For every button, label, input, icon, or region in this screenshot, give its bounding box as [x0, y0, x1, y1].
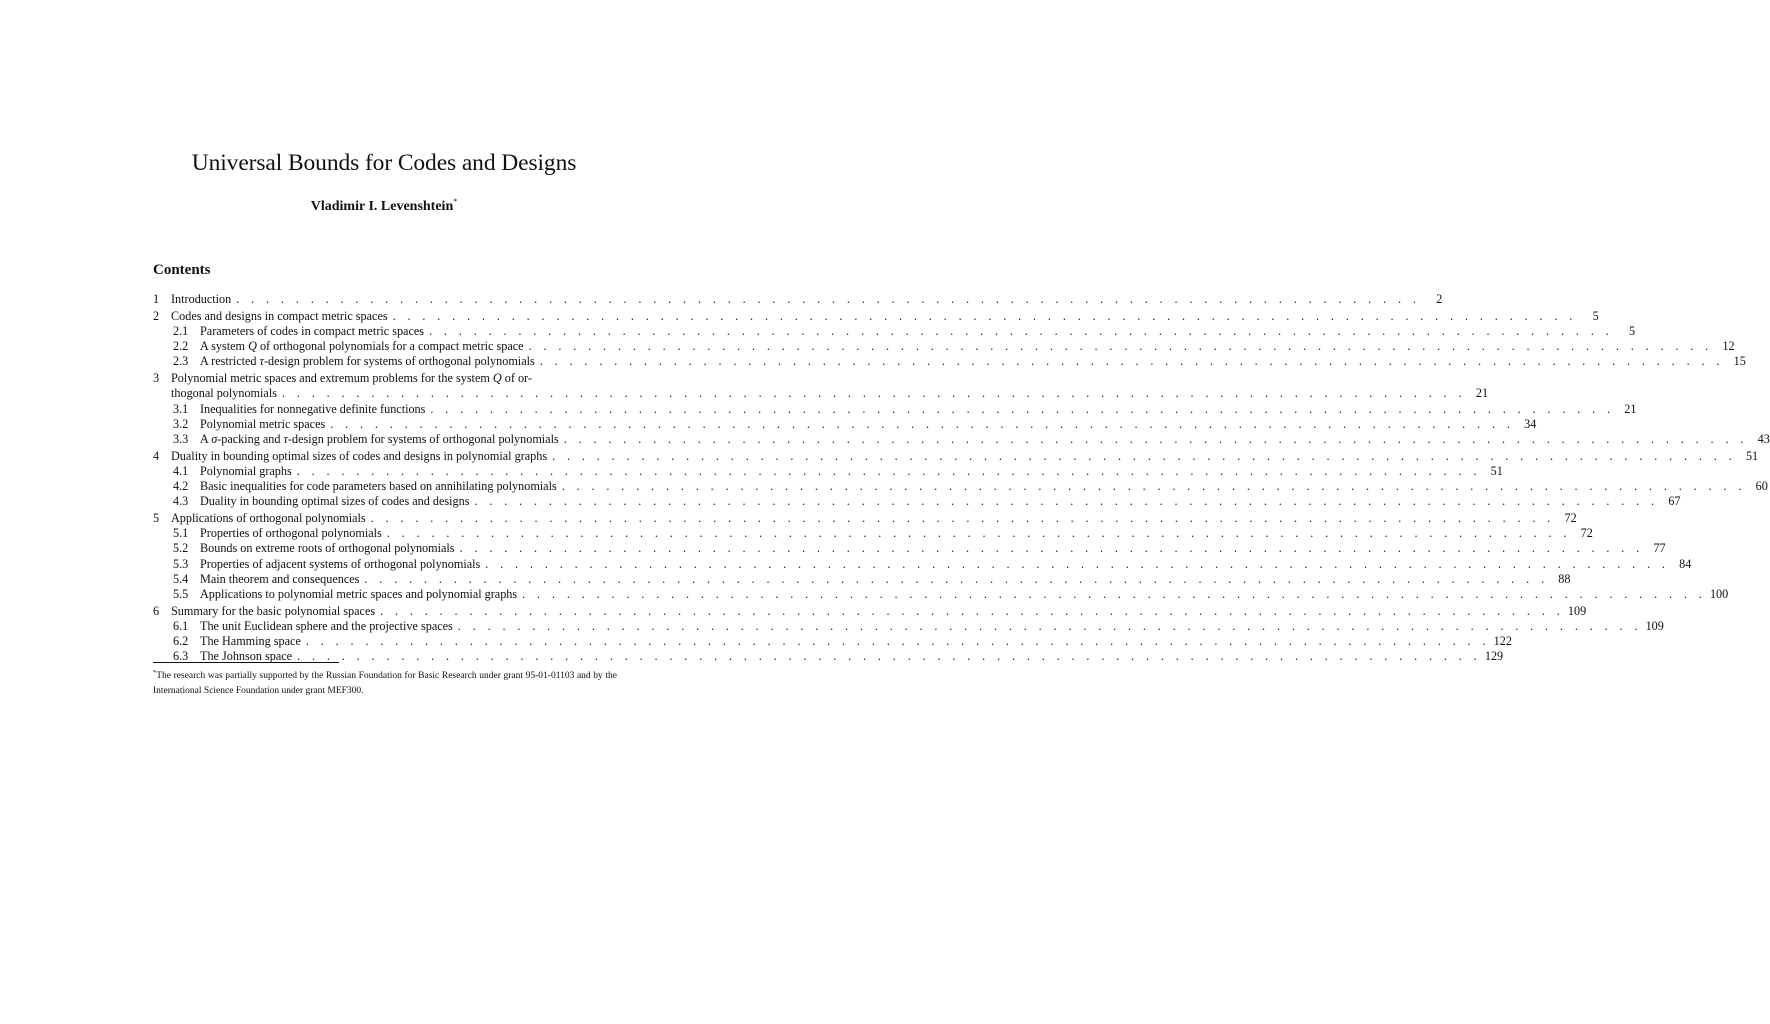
toc-section[interactable]	[153, 448, 1759, 464]
toc-leader-dots: . . . . . . . . . . . . . . . . . . . . . . . . . . . . . . . . . . . . . . . . . . . . . . . . . . . . . . . . . . . . . . . . . . . . . . . . . . . . . . . .	[459, 541, 1644, 556]
toc-title: Summary for the basic polynomial spaces	[171, 603, 376, 618]
toc-page-number: 5	[1629, 323, 1636, 338]
toc-page-number: 51	[1490, 463, 1503, 478]
toc-number: 5.5	[173, 586, 189, 601]
toc-number: 3.2	[173, 416, 189, 431]
toc-title: Applications of orthogonal polynomials	[171, 511, 366, 525]
toc-title: A restricted τ-design problem for systems of orthogonal polynomials	[200, 354, 535, 369]
toc-subsection[interactable]	[153, 586, 1729, 602]
toc-number: 3.3	[173, 431, 189, 446]
toc-title: The unit Euclidean sphere and the projective spaces	[200, 618, 453, 633]
toc-leader-dots: . . . . . . . . . . . . . . . . . . . . . . . . . . . . . . . . . . . . . . . . . . . . . . . . . . . . . . . . . . . . . . . . . . . . . . . . . . . . . . . .	[522, 586, 1707, 601]
toc-page-number: 12	[1722, 339, 1735, 354]
toc-number: 6.2	[173, 634, 189, 649]
paper-title: Universal Bounds for Codes and Designs	[191, 150, 577, 176]
toc-number: 4.2	[173, 479, 189, 494]
toc-number: 6	[153, 603, 160, 618]
toc-page-number: 60	[1755, 479, 1768, 494]
toc-leader-dots: . . . . . . . . . . . . . . . . . . . . . . . . . . . . . . . . . . . . . . . . . . . . . . . . . . . . . . . . . . . . . . . . . . . . . . . . . . . . . . . .	[296, 463, 1481, 478]
toc-title: Properties of orthogonal polynomials	[200, 526, 382, 541]
toc-title: Polynomial graphs	[200, 463, 292, 478]
toc-section[interactable]	[153, 308, 1599, 324]
author-line	[0, 197, 768, 215]
toc-page-number: 109	[1567, 603, 1587, 618]
toc-subsection[interactable]	[153, 323, 1636, 339]
toc-section[interactable]	[153, 511, 1577, 526]
toc-subsection[interactable]	[153, 354, 1746, 369]
toc-leader-dots: . . . . . . . . . . . . . . . . . . . . . . . . . . . . . . . . . . . . . . . . . . . . . . . . . . . . . . . . . . . . . . . . . . . . . . . . . . . . . . . .	[552, 448, 1737, 463]
toc-page-number: 122	[1493, 634, 1512, 649]
toc-subsection[interactable]	[153, 541, 1666, 556]
toc-leader-dots: . . . . . . . . . . . . . . . . . . . . . . . . . . . . . . . . . . . . . . . . . . . . . . . . . . . . . . . . . . . . . . . . . . . . . . . . . . . . . . . .	[457, 618, 1642, 633]
toc-leader-dots: . . . . . . . . . . . . . . . . . . . . . . . . . . . . . . . . . . . . . . . . . . . . . . . . . . . . . . . . . . . . . . . . . . . . . . . . . . . . . . . .	[528, 339, 1713, 354]
toc-page-number: 88	[1558, 571, 1571, 586]
toc-title: The Hamming space	[200, 634, 301, 649]
toc-section[interactable]	[153, 603, 1587, 619]
toc-page-number: 84	[1679, 556, 1692, 571]
toc-leader-dots: . . . . . . . . . . . . . . . . . . . . . . . . . . . . . . . . . . . . . . . . . . . . . . . . . . . . . . . . . . . . . . . . . . . . . . . . . . . . . . . .	[392, 308, 1577, 323]
toc-page-number: 67	[1668, 494, 1681, 509]
toc-title: Duality in bounding optimal sizes of codes and designs	[200, 494, 470, 509]
footnote-mark: *	[153, 669, 157, 676]
toc-number: 2.1	[173, 323, 189, 338]
toc-number: 6.1	[173, 618, 189, 633]
toc-leader-dots: . . . . . . . . . . . . . . . . . . . . . . . . . . . . . . . . . . . . . . . . . . . . . . . . . . . . . . . . . . . . . . . . . . . . . . . . . . . . . . . .	[236, 292, 1421, 306]
toc-title: The Johnson space	[200, 649, 293, 664]
toc-title: Parameters of codes in compact metric spaces	[200, 323, 425, 338]
toc-section[interactable]	[153, 371, 617, 386]
toc-number: 6.3	[173, 649, 189, 664]
toc-page-number: 77	[1653, 541, 1666, 556]
toc-title: Codes and designs in compact metric spaces	[171, 308, 388, 323]
toc-page-number: 5	[1592, 308, 1599, 323]
footnote-text: The research was partially supported by the Russian Foundation for Basic Research under grant 95-01-01103 and by the International Science Foundation under grant MEF300.	[153, 671, 617, 696]
toc-leader-dots: . . . . . . . . . . . . . . . . . . . . . . . . . . . . . . . . . . . . . . . . . . . . . . . . . . . . . . . . . . . . . . . . . . . . . . . . . . . . . . . .	[370, 511, 1555, 525]
toc-page-number: 34	[1524, 416, 1537, 431]
toc-leader-dots: . . . . . . . . . . . . . . . . . . . . . . . . . . . . . . . . . . . . . . . . . . . . . . . . . . . . . . . . . . . . . . . . . . . . . . . . . . . . . . . .	[430, 401, 1615, 416]
toc-leader-dots: . . . . . . . . . . . . . . . . . . . . . . . . . . . . . . . . . . . . . . . . . . . . . . . . . . . . . . . . . . . . . . . . . . . . . . . . . . . . . . . .	[364, 571, 1549, 586]
toc-subsection[interactable]	[153, 618, 1664, 634]
toc-subsection[interactable]	[153, 571, 1571, 587]
footnote	[153, 666, 617, 698]
toc-number: 5	[153, 511, 160, 525]
toc-subsection[interactable]	[153, 556, 1692, 572]
toc-leader-dots: . . . . . . . . . . . . . . . . . . . . . . . . . . . . . . . . . . . . . . . . . . . . . . . . . . . . . . . . . . . . . . . . . . . . . . . . . . . . . . . .	[485, 556, 1670, 571]
toc-number: 5.2	[173, 541, 189, 556]
toc-subsection[interactable]	[153, 479, 1768, 494]
toc-title: Introduction	[171, 292, 232, 306]
toc-subsection[interactable]	[153, 634, 1512, 649]
toc-page-number: 21	[1624, 401, 1637, 416]
toc-page-number: 109	[1645, 618, 1664, 633]
toc-page-number: 2	[1436, 292, 1443, 306]
toc-title-continuation: thogonal polynomials	[171, 386, 277, 401]
author-name: Vladimir I. Levenshtein	[310, 199, 454, 214]
toc-section-continuation[interactable]	[153, 386, 1489, 401]
toc-subsection[interactable]	[153, 526, 1593, 541]
toc-subsection[interactable]	[153, 463, 1503, 479]
toc-page-number: 129	[1484, 649, 1504, 664]
toc-title: Bounds on extreme roots of orthogonal polynomials	[200, 541, 455, 556]
toc-page-number: 51	[1745, 448, 1759, 463]
toc-title: A system Q of orthogonal polynomials for a compact metric space	[200, 339, 524, 354]
toc-leader-dots: . . . . . . . . . . . . . . . . . . . . . . . . . . . . . . . . . . . . . . . . . . . . . . . . . . . . . . . . . . . . . . . . . . . . . . . . . . . . . . . .	[539, 354, 1724, 369]
toc-leader-dots: . . . . . . . . . . . . . . . . . . . . . . . . . . . . . . . . . . . . . . . . . . . . . . . . . . . . . . . . . . . . . . . . . . . . . . . . . . . . . . . .	[474, 494, 1659, 509]
toc-number: 2.3	[173, 354, 189, 369]
toc-leader-dots: . . . . . . . . . . . . . . . . . . . . . . . . . . . . . . . . . . . . . . . . . . . . . . . . . . . . . . . . . . . . . . . . . . . . . . . . . . . . . . . .	[330, 416, 1515, 431]
toc-section[interactable]	[153, 292, 1443, 307]
toc-page-number: 72	[1564, 511, 1577, 525]
author-footnote-mark: *	[453, 197, 458, 206]
toc-page-number: 15	[1733, 354, 1746, 369]
footnote-rule	[153, 662, 339, 663]
toc-number: 4.1	[173, 463, 189, 478]
toc-leader-dots: . . . . . . . . . . . . . . . . . . . . . . . . . . . . . . . . . . . . . . . . . . . . . . . . . . . . . . . . . . . . . . . . . . . . . . . . . . . . . . . .	[429, 323, 1614, 338]
toc-number: 4.3	[173, 494, 189, 509]
toc-title: A σ-packing and τ-design problem for systems of orthogonal polynomials	[200, 431, 559, 446]
toc-subsection[interactable]	[153, 416, 1537, 432]
toc-number: 2	[153, 308, 160, 323]
toc-number: 5.3	[173, 556, 189, 571]
toc-page-number: 21	[1475, 386, 1489, 401]
toc-subsection[interactable]	[153, 401, 1637, 417]
toc-title: Inequalities for nonnegative definite functions	[200, 401, 426, 416]
toc-title: Main theorem and consequences	[200, 571, 360, 586]
toc-number: 5.1	[173, 526, 189, 541]
toc-number: 2.2	[173, 339, 189, 354]
toc-title: Duality in bounding optimal sizes of codes and designs in polynomial graphs	[171, 448, 548, 463]
toc-number: 3	[153, 371, 160, 386]
toc-title: Properties of adjacent systems of orthogonal polynomials	[200, 556, 481, 571]
toc-number: 4	[153, 448, 160, 463]
toc-title: Polynomial metric spaces	[200, 416, 326, 431]
toc-leader-dots: . . . . . . . . . . . . . . . . . . . . . . . . . . . . . . . . . . . . . . . . . . . . . . . . . . . . . . . . . . . . . . . . . . . . . . . . . . . . . . . .	[561, 479, 1746, 494]
toc-page-number: 72	[1580, 526, 1593, 541]
toc-title: Polynomial metric spaces and extremum problems for the system Q of or-	[171, 371, 532, 386]
toc-number: 1	[153, 292, 160, 306]
toc-title: Applications to polynomial metric spaces and polynomial graphs	[200, 586, 518, 601]
contents-heading: Contents	[153, 262, 211, 278]
toc-subsection[interactable]	[153, 339, 1735, 354]
toc-page-number: 43	[1757, 431, 1770, 446]
toc-page-number: 100	[1709, 586, 1729, 601]
toc-leader-dots: . . . . . . . . . . . . . . . . . . . . . . . . . . . . . . . . . . . . . . . . . . . . . . . . . . . . . . . . . . . . . . . . . . . . . . . . . . . . . . . .	[297, 649, 1482, 664]
toc-leader-dots: . . . . . . . . . . . . . . . . . . . . . . . . . . . . . . . . . . . . . . . . . . . . . . . . . . . . . . . . . . . . . . . . . . . . . . . . . . . . . . . .	[281, 386, 1467, 401]
toc-subsection[interactable]	[153, 431, 1770, 447]
toc-leader-dots: . . . . . . . . . . . . . . . . . . . . . . . . . . . . . . . . . . . . . . . . . . . . . . . . . . . . . . . . . . . . . . . . . . . . . . . . . . . . . . . .	[563, 431, 1748, 446]
toc-number: 3.1	[173, 401, 189, 416]
toc-title: Basic inequalities for code parameters based on annihilating polynomials	[200, 479, 557, 494]
toc-leader-dots: . . . . . . . . . . . . . . . . . . . . . . . . . . . . . . . . . . . . . . . . . . . . . . . . . . . . . . . . . . . . . . . . . . . . . . . . . . . . . . . .	[305, 634, 1490, 649]
toc-number: 5.4	[173, 571, 189, 586]
toc-leader-dots: . . . . . . . . . . . . . . . . . . . . . . . . . . . . . . . . . . . . . . . . . . . . . . . . . . . . . . . . . . . . . . . . . . . . . . . . . . . . . . . .	[386, 526, 1571, 541]
table-of-contents	[153, 292, 1770, 664]
toc-leader-dots: . . . . . . . . . . . . . . . . . . . . . . . . . . . . . . . . . . . . . . . . . . . . . . . . . . . . . . . . . . . . . . . . . . . . . . . . . . . . . . . .	[380, 603, 1565, 618]
toc-subsection[interactable]	[153, 494, 1681, 509]
